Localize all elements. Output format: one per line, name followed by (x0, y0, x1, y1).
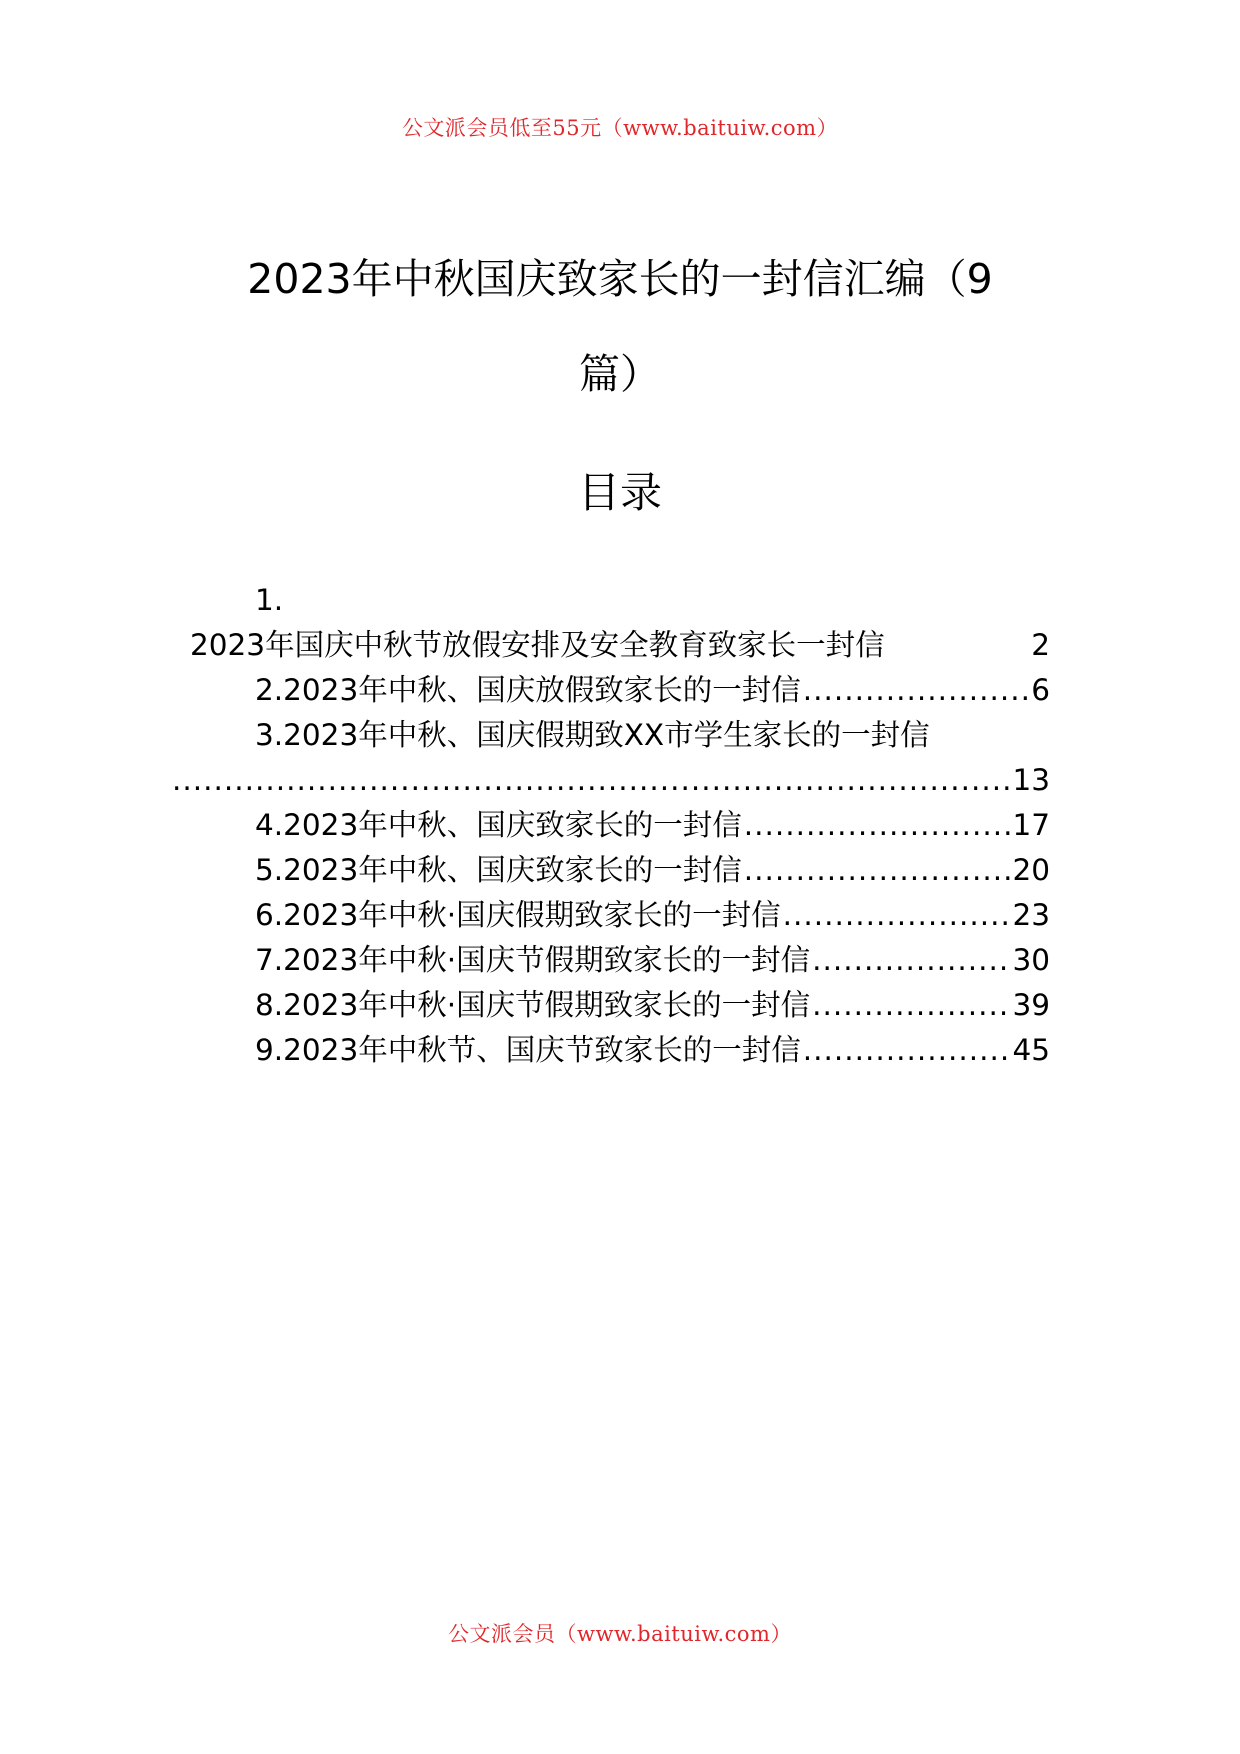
toc-entry-3-continuation[interactable] (172, 758, 1050, 803)
toc-entry-1-number-row[interactable] (190, 578, 1050, 623)
toc-entry-2-page: 6 (1031, 673, 1050, 707)
toc-entry-9-title: 9.2023年中秋节、国庆节致家长的一封信 (255, 1033, 801, 1067)
toc-entry-7-page: 30 (1012, 943, 1050, 977)
toc-entry-4-page: 17 (1012, 808, 1050, 842)
toc-entry-7[interactable] (190, 938, 1050, 983)
toc-entry-7-title: 7.2023年中秋·国庆节假期致家长的一封信 (255, 943, 811, 977)
toc-entry-6-title: 6.2023年中秋·国庆假期致家长的一封信 (255, 898, 781, 932)
document-title-line-2: 篇） (579, 350, 661, 398)
table-of-contents (190, 578, 1050, 1073)
toc-entry-6[interactable] (190, 893, 1050, 938)
toc-entry-9-page: 45 (1012, 1033, 1050, 1067)
toc-entry-5[interactable] (190, 848, 1050, 893)
toc-leader-dots (744, 803, 1011, 848)
toc-leader-dots (803, 668, 1029, 713)
toc-entry-8[interactable] (190, 983, 1050, 1028)
toc-entry-9[interactable] (190, 1028, 1050, 1073)
toc-entry-3-title: 3.2023年中秋、国庆假期致XX市学生家长的一封信 (255, 718, 930, 752)
toc-entry-1-page: 2 (1031, 628, 1050, 662)
toc-entry-3-page: 13 (1012, 763, 1050, 797)
toc-entry-5-page: 20 (1012, 853, 1050, 887)
toc-entry-1-title: 2023年国庆中秋节放假安排及安全教育致家长一封信 (190, 628, 885, 662)
toc-leader-dots (172, 758, 1010, 803)
toc-entry-1[interactable] (190, 623, 1050, 668)
header-watermark: 公文派会员低至55元（www.baituiw.com） (401, 116, 839, 140)
toc-entry-8-page: 39 (1012, 988, 1050, 1022)
toc-leader-dots (744, 848, 1011, 893)
document-title-line-1: 2023年中秋国庆致家长的一封信汇编（9 (247, 255, 993, 303)
toc-leader-dots (803, 1028, 1011, 1073)
toc-entry-6-page: 23 (1012, 898, 1050, 932)
toc-leader-dots (812, 983, 1010, 1028)
toc-heading: 目录 (577, 468, 662, 517)
document-title (195, 232, 1045, 422)
toc-leader-dots (812, 938, 1010, 983)
toc-entry-2-title: 2.2023年中秋、国庆放假致家长的一封信 (255, 673, 801, 707)
footer-watermark: 公文派会员（www.baituiw.com） (448, 1622, 792, 1646)
toc-entry-8-title: 8.2023年中秋·国庆节假期致家长的一封信 (255, 988, 811, 1022)
toc-entry-4[interactable] (190, 803, 1050, 848)
toc-entry-3[interactable] (190, 713, 1050, 758)
toc-entry-5-title: 5.2023年中秋、国庆致家长的一封信 (255, 853, 742, 887)
toc-leader-dots (783, 893, 1011, 938)
toc-entry-2[interactable] (190, 668, 1050, 713)
toc-entry-4-title: 4.2023年中秋、国庆致家长的一封信 (255, 808, 742, 842)
toc-entry-1-number: 1. (255, 583, 284, 617)
